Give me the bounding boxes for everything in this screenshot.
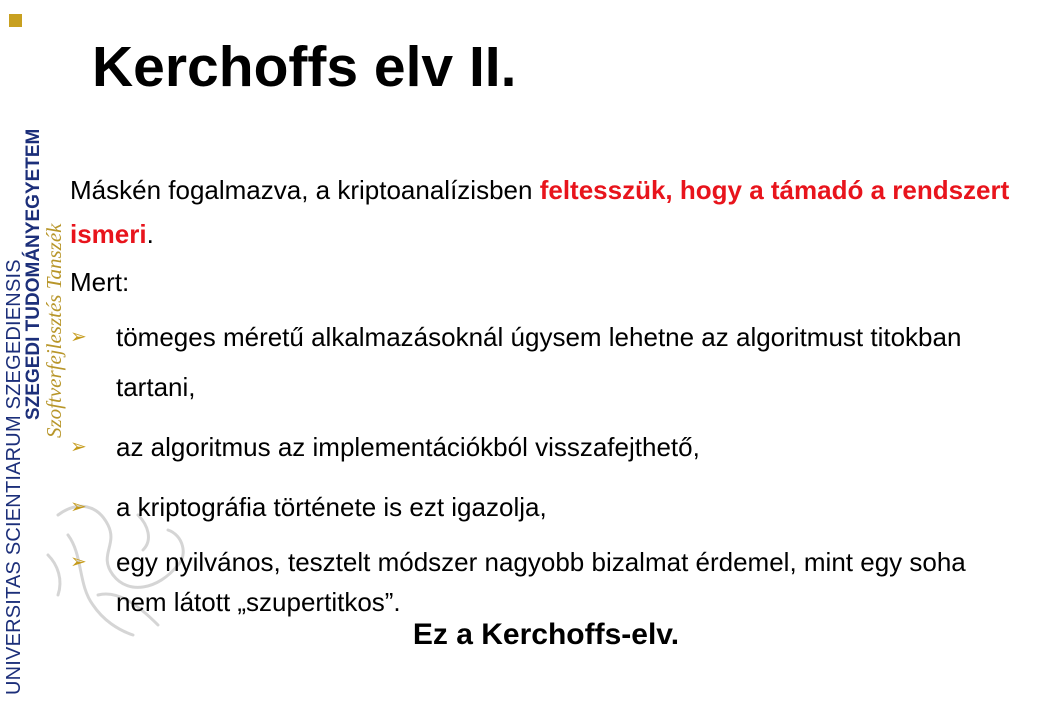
logo-square [9,14,22,27]
intro-paragraph [70,168,1020,256]
intro-highlight: feltesszük, hogy a támadó a rendszert ismeri [70,175,1010,249]
list-item [70,312,1020,412]
reasons-list [70,312,1020,622]
arrow-bullet-icon: ➢ [70,551,87,573]
arrow-bullet-icon: ➢ [70,436,87,458]
bullet-text: az algoritmus az implementációkból visszafejthető, [116,432,700,462]
conclusion-text: Ez a Kerchoffs-elv. [412,618,680,651]
arrow-bullet-icon: ➢ [70,496,87,518]
list-item [70,482,1020,532]
arrow-bullet-icon: ➢ [70,326,87,348]
list-item [70,542,1020,622]
list-item [70,422,1020,472]
bullet-text: egy nyilvános, tesztelt módszer nagyobb bizalmat érdemel, mint egy soha nem látott „szupertitkos”. [116,547,966,617]
mert-label: Mert: [70,267,130,297]
slide-body [70,168,1020,622]
bullet-text: tömeges méretű alkalmazásoknál úgysem lehetne az algoritmust titokban tartani, [116,322,962,402]
intro-text: Máskén fogalmazva, a kriptoanalízisben [70,175,540,205]
department-name: Szoftverfejlesztés Tanszék [42,223,66,438]
intro-end: . [146,219,154,249]
bullet-text: a kriptográfia története is ezt igazolja, [116,492,547,522]
university-latin-name: UNIVERSITAS SCIENTIARUM SZEGEDIENSIS [3,259,25,695]
slide-title: Kerchoffs elv II. [92,35,517,99]
university-hungarian-name: SZEGEDI TUDOMÁNYEGYETEM [23,128,44,420]
